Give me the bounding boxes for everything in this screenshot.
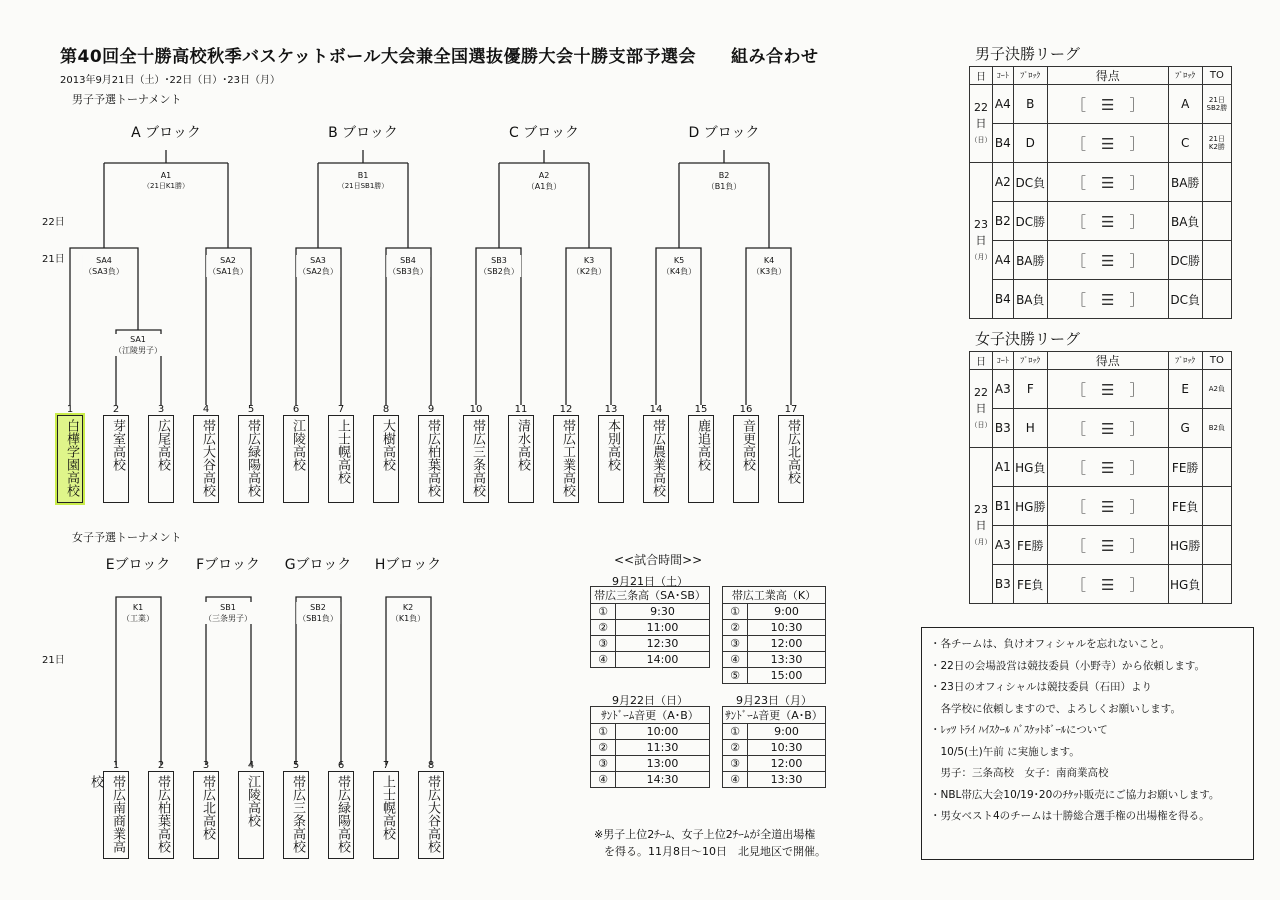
match-node-sb4: SB4 （SB3負） — [388, 256, 428, 276]
team-box: 芽室高校 — [103, 415, 129, 503]
team-box: 帯広三条高校 — [463, 415, 489, 503]
team-box: 上士幌高校 — [328, 415, 354, 503]
start-time: 11:00 — [616, 620, 710, 636]
court-cell: A1 — [992, 448, 1013, 487]
header-to: TO — [1202, 67, 1231, 85]
team-box: 本別高校 — [598, 415, 624, 503]
league-row — [970, 565, 1232, 604]
court-cell: A4 — [992, 241, 1013, 280]
match-node-k3: K3 （K2負） — [571, 256, 607, 276]
header-block2: ﾌﾞﾛｯｸ — [1168, 352, 1202, 370]
schedule-day2-table — [590, 706, 710, 788]
round-number: ⑤ — [723, 668, 748, 684]
start-time: 9:00 — [748, 604, 826, 620]
match-node-sa1: SA1 （江陵男子） — [114, 335, 162, 355]
score-cell: ［ ☰ ］ — [1047, 370, 1168, 409]
day-unit: 日 — [975, 116, 987, 130]
score-cell: ［ ☰ ］ — [1047, 85, 1168, 124]
team-number: 3 — [202, 760, 210, 771]
day3-caption: 9月23日（月） — [736, 694, 812, 707]
block-h-label: Hブロック — [374, 557, 442, 573]
table-officials-cell — [1202, 565, 1231, 604]
league-header-row — [970, 352, 1232, 370]
boys-league-title: 男子決勝リーグ — [975, 45, 1081, 63]
round-number: ④ — [723, 772, 748, 788]
team-number: 13 — [604, 404, 618, 415]
round-number: ① — [723, 724, 748, 740]
round-number: ③ — [591, 756, 616, 772]
table-officials-cell — [1202, 448, 1231, 487]
team-number: 14 — [649, 404, 663, 415]
schedule-sa-sb-table — [590, 586, 710, 668]
league-row — [970, 163, 1232, 202]
team-number: 4 — [247, 760, 255, 771]
note-line: ・22日の会場設営は競技委員（小野寺）から依頼します。 — [930, 659, 1206, 672]
girls-league-table — [969, 351, 1232, 604]
day-unit: 日 — [975, 518, 987, 532]
match-node-sb3: SB3 （SB2負） — [479, 256, 519, 276]
court-cell: A4 — [992, 85, 1013, 124]
block-cell: FE勝 — [1013, 526, 1047, 565]
match-node-b1: B1 （21日SB1勝） — [337, 171, 389, 190]
block-cell: BA負 — [1013, 280, 1047, 319]
start-time: 13:30 — [748, 772, 826, 788]
day-weekday: （月） — [970, 537, 992, 546]
header-day: 日 — [970, 352, 993, 370]
league-row — [970, 85, 1232, 124]
block-cell: DC勝 — [1013, 202, 1047, 241]
schedule-row — [591, 724, 710, 740]
team-box: 帯広南商業高校 — [103, 771, 129, 859]
start-time: 13:30 — [748, 652, 826, 668]
score-cell: ［ ☰ ］ — [1047, 280, 1168, 319]
day-number: 22 — [973, 100, 988, 114]
day1-caption: 9月21日（土） — [612, 575, 688, 588]
team-number: 6 — [337, 760, 345, 771]
match-node-k5: K5 （K4負） — [661, 256, 697, 276]
opponent-block-cell: HG勝 — [1168, 526, 1202, 565]
team-number: 1 — [112, 760, 120, 771]
schedule-row — [723, 604, 826, 620]
team-box: 江陵高校 — [283, 415, 309, 503]
schedule-k-table — [722, 586, 826, 684]
start-time: 15:00 — [748, 668, 826, 684]
court-cell: B3 — [992, 409, 1013, 448]
start-time: 13:00 — [616, 756, 710, 772]
score-cell: ［ ☰ ］ — [1047, 409, 1168, 448]
court-cell: B4 — [992, 280, 1013, 319]
block-cell: B — [1013, 85, 1047, 124]
start-time: 9:00 — [748, 724, 826, 740]
team-number: 7 — [337, 404, 345, 415]
court-cell: A3 — [992, 370, 1013, 409]
table-officials-cell — [1202, 124, 1231, 163]
round-number: ① — [723, 604, 748, 620]
match-node-sb1: SB1 （三条男子） — [204, 603, 252, 623]
block-cell: D — [1013, 124, 1047, 163]
schedule-row — [591, 740, 710, 756]
header-score: 得点 — [1047, 67, 1168, 85]
opponent-block-cell: HG負 — [1168, 565, 1202, 604]
score-cell: ［ ☰ ］ — [1047, 448, 1168, 487]
schedule-row — [723, 668, 826, 684]
team-box: 上士幌高校 — [373, 771, 399, 859]
team-box: 帯広北高校 — [193, 771, 219, 859]
start-time: 10:00 — [616, 724, 710, 740]
team-box: 帯広北高校 — [778, 415, 804, 503]
match-node-sa2: SA2 （SA1負） — [208, 256, 248, 276]
schedule-row — [723, 772, 826, 788]
table-officials-cell — [1202, 85, 1231, 124]
match-node-sa3: SA3 （SA2負） — [298, 256, 338, 276]
table-officials-cell — [1202, 280, 1231, 319]
team-box: 江陵高校 — [238, 771, 264, 859]
block-b-label: B ブロック — [328, 125, 398, 141]
schedule-row — [723, 620, 826, 636]
note-line: 男子：三条高校 女子：南商業高校 — [930, 767, 1109, 779]
round-number: ④ — [591, 772, 616, 788]
opponent-block-cell: G — [1168, 409, 1202, 448]
schedule-row — [723, 756, 826, 772]
team-number: 2 — [112, 404, 120, 415]
court-cell: B1 — [992, 487, 1013, 526]
header-score: 得点 — [1047, 352, 1168, 370]
day-unit: 日 — [975, 233, 987, 247]
round-number: ② — [723, 740, 748, 756]
footnote-line2: を得る。11月8日～10日 北見地区で開催。 — [604, 845, 826, 858]
schedule-row — [723, 724, 826, 740]
block-a-label: A ブロック — [131, 125, 201, 141]
league-row — [970, 526, 1232, 565]
day-number: 23 — [973, 217, 988, 231]
to-line1: 21日 — [1208, 96, 1225, 104]
schedule-row — [723, 652, 826, 668]
team-box: 鹿追高校 — [688, 415, 714, 503]
team-number: 2 — [157, 760, 165, 771]
block-cell: DC負 — [1013, 163, 1047, 202]
header-day: 日 — [970, 67, 993, 85]
start-time: 14:00 — [616, 652, 710, 668]
note-line: ・男女ベスト4のチームは十勝総合選手権の出場権を得る。 — [930, 810, 1210, 822]
sa-sb-header: 帯広三条高（SA･SB） — [591, 587, 710, 604]
block-cell: HG勝 — [1013, 487, 1047, 526]
schedule-row — [591, 772, 710, 788]
table-officials-cell — [1202, 526, 1231, 565]
team-number: 3 — [157, 404, 165, 415]
block-cell: FE負 — [1013, 565, 1047, 604]
to-line1: A2負 — [1208, 385, 1225, 393]
team-number: 16 — [739, 404, 753, 415]
start-time: 12:00 — [748, 756, 826, 772]
k-header: 帯広工業高（K） — [723, 587, 826, 604]
league-row — [970, 241, 1232, 280]
day2-caption: 9月22日（日） — [612, 694, 688, 707]
to-line1: 21日 — [1208, 135, 1225, 143]
opponent-block-cell: DC負 — [1168, 280, 1202, 319]
league-row — [970, 280, 1232, 319]
team-box: 帯広大谷高校 — [418, 771, 444, 859]
note-line: ・各チームは、負けオフィシャルを忘れないこと。 — [930, 638, 1171, 650]
note-line: ・NBL帯広大会10/19･20のﾁｹｯﾄ販売にご協力お願いします。 — [930, 788, 1220, 801]
team-box: 大樹高校 — [373, 415, 399, 503]
block-cell: H — [1013, 409, 1047, 448]
match-day-cell — [970, 163, 993, 319]
team-number: 15 — [694, 404, 708, 415]
schedule-row — [591, 636, 710, 652]
score-cell: ［ ☰ ］ — [1047, 163, 1168, 202]
note-line: ・23日のオフィシャルは競技委員（石田）より — [930, 681, 1152, 693]
start-time: 9:30 — [616, 604, 710, 620]
boys-league-table — [969, 66, 1232, 319]
round-number: ① — [591, 604, 616, 620]
round-number: ② — [723, 620, 748, 636]
league-row — [970, 370, 1232, 409]
league-row — [970, 487, 1232, 526]
day-weekday: （日） — [970, 420, 992, 429]
team-box: 音更高校 — [733, 415, 759, 503]
round-number: ④ — [591, 652, 616, 668]
court-cell: A2 — [992, 163, 1013, 202]
schedule-row — [591, 652, 710, 668]
team-number: 5 — [292, 760, 300, 771]
team-box: 帯広農業高校 — [643, 415, 669, 503]
boys-day22-label: 22日 — [42, 217, 65, 228]
opponent-block-cell: E — [1168, 370, 1202, 409]
team-box: 広尾高校 — [148, 415, 174, 503]
table-officials-cell — [1202, 409, 1231, 448]
schedule-day3-table — [722, 706, 826, 788]
score-cell: ［ ☰ ］ — [1047, 124, 1168, 163]
match-node-a1: A1 （21日K1勝） — [143, 171, 189, 190]
team-box: 清水高校 — [508, 415, 534, 503]
league-row — [970, 448, 1232, 487]
round-number: ① — [591, 724, 616, 740]
to-line2: SB2勝 — [1206, 104, 1228, 112]
start-time: 10:30 — [748, 740, 826, 756]
start-time: 12:00 — [748, 636, 826, 652]
day-weekday: （月） — [970, 252, 992, 261]
team-number: 8 — [382, 404, 390, 415]
table-officials-cell — [1202, 370, 1231, 409]
league-row — [970, 409, 1232, 448]
schedule-row — [723, 636, 826, 652]
match-node-k4: K4 （K3負） — [751, 256, 787, 276]
match-node-sb2: SB2 （SB1負） — [298, 603, 338, 623]
block-f-label: Fブロック — [196, 557, 260, 573]
schedule-row — [591, 604, 710, 620]
block-cell: BA勝 — [1013, 241, 1047, 280]
team-box: 帯広大谷高校 — [193, 415, 219, 503]
league-row — [970, 124, 1232, 163]
team-box: 帯広柏葉高校 — [148, 771, 174, 859]
table-officials-cell — [1202, 202, 1231, 241]
opponent-block-cell: BA勝 — [1168, 163, 1202, 202]
team-box: 帯広工業高校 — [553, 415, 579, 503]
team-number: 17 — [784, 404, 798, 415]
team-box: 白樺学園高校 — [57, 415, 83, 503]
header-block: ﾌﾞﾛｯｸ — [1013, 67, 1047, 85]
girls-day21-label: 21日 — [42, 655, 65, 666]
team-box: 帯広緑陽高校 — [328, 771, 354, 859]
match-day-cell — [970, 85, 993, 163]
start-time: 10:30 — [748, 620, 826, 636]
table-officials-cell — [1202, 163, 1231, 202]
block-d-label: D ブロック — [688, 125, 760, 141]
court-cell: B4 — [992, 124, 1013, 163]
round-number: ③ — [723, 756, 748, 772]
day-weekday: （日） — [970, 135, 992, 144]
round-number: ③ — [591, 636, 616, 652]
boys-section-label: 男子予選トーナメント — [72, 93, 182, 106]
day-number: 23 — [973, 502, 988, 516]
start-time: 12:30 — [616, 636, 710, 652]
to-line1: B2負 — [1208, 424, 1225, 432]
team-number: 7 — [382, 760, 390, 771]
team-box: 帯広柏葉高校 — [418, 415, 444, 503]
schedule-row — [591, 756, 710, 772]
team-number: 11 — [514, 404, 528, 415]
girls-section-label: 女子予選トーナメント — [72, 531, 182, 544]
page-title: 第40回全十勝高校秋季バスケットボール大会兼全国選抜優勝大会十勝支部予選会 組み合わせ — [60, 47, 819, 67]
court-cell: A3 — [992, 526, 1013, 565]
day2-header: ｻﾝﾄﾞｰﾑ音更（A･B） — [591, 707, 710, 724]
block-c-label: C ブロック — [509, 125, 579, 141]
table-officials-cell — [1202, 487, 1231, 526]
boys-day21-label: 21日 — [42, 254, 65, 265]
opponent-block-cell: DC勝 — [1168, 241, 1202, 280]
league-header-row — [970, 67, 1232, 85]
opponent-block-cell: FE負 — [1168, 487, 1202, 526]
round-number: ② — [591, 620, 616, 636]
header-court: ｺｰﾄ — [992, 352, 1013, 370]
header-court: ｺｰﾄ — [992, 67, 1013, 85]
court-cell: B2 — [992, 202, 1013, 241]
match-node-k2: K2 （K1負） — [390, 603, 426, 623]
score-cell: ［ ☰ ］ — [1047, 526, 1168, 565]
round-number: ③ — [723, 636, 748, 652]
match-day-cell — [970, 370, 993, 448]
start-time: 14:30 — [616, 772, 710, 788]
match-node-b2: B2 （B1負） — [706, 171, 742, 191]
round-number: ② — [591, 740, 616, 756]
opponent-block-cell: C — [1168, 124, 1202, 163]
block-e-label: Eブロック — [105, 557, 171, 573]
team-number: 9 — [427, 404, 435, 415]
score-cell: ［ ☰ ］ — [1047, 202, 1168, 241]
schedule-title: <<試合時間>> — [614, 553, 703, 567]
round-number: ④ — [723, 652, 748, 668]
girls-league-title: 女子決勝リーグ — [975, 330, 1081, 348]
note-line: ・ﾚｯﾂ ﾄﾗｲ ﾊｲｽｸｰﾙ ﾊﾞｽｹｯﾄﾎﾞｰﾙについて — [930, 724, 1108, 736]
match-day-cell — [970, 448, 993, 604]
table-officials-cell — [1202, 241, 1231, 280]
notes-box — [921, 627, 1254, 860]
team-number: 5 — [247, 404, 255, 415]
match-node-a2: A2 （A1負） — [526, 171, 562, 191]
opponent-block-cell: A — [1168, 85, 1202, 124]
league-row — [970, 202, 1232, 241]
team-number: 8 — [427, 760, 435, 771]
note-line: 10/5(土)午前 に実施します。 — [930, 745, 1080, 758]
note-line: 各学校に依頼しますので、よろしくお願いします。 — [930, 702, 1181, 715]
day3-header: ｻﾝﾄﾞｰﾑ音更（A･B） — [723, 707, 826, 724]
event-date: 2013年9月21日（土）･22日（日）･23日（月） — [60, 75, 280, 86]
team-number: 1 — [66, 404, 74, 415]
match-node-sa4: SA4 （SA3負） — [84, 256, 124, 276]
girls-bracket-lines — [116, 597, 431, 765]
team-box: 帯広三条高校 — [283, 771, 309, 859]
team-number: 4 — [202, 404, 210, 415]
header-to: TO — [1202, 352, 1231, 370]
court-cell: B3 — [992, 565, 1013, 604]
score-cell: ［ ☰ ］ — [1047, 565, 1168, 604]
score-cell: ［ ☰ ］ — [1047, 487, 1168, 526]
block-g-label: Gブロック — [284, 557, 352, 573]
team-box: 帯広緑陽高校 — [238, 415, 264, 503]
opponent-block-cell: FE勝 — [1168, 448, 1202, 487]
team-number: 6 — [292, 404, 300, 415]
block-cell: F — [1013, 370, 1047, 409]
day-number: 22 — [973, 385, 988, 399]
score-cell: ［ ☰ ］ — [1047, 241, 1168, 280]
schedule-row — [591, 620, 710, 636]
start-time: 11:30 — [616, 740, 710, 756]
day-unit: 日 — [975, 401, 987, 415]
team-number: 12 — [559, 404, 573, 415]
schedule-row — [723, 740, 826, 756]
team-number: 10 — [469, 404, 483, 415]
footnote-line1: ※男子上位2ﾁｰﾑ、女子上位2ﾁｰﾑが全道出場権 — [594, 828, 816, 841]
opponent-block-cell: BA負 — [1168, 202, 1202, 241]
block-cell: HG負 — [1013, 448, 1047, 487]
header-block: ﾌﾞﾛｯｸ — [1013, 352, 1047, 370]
match-node-k1: K1 （工業） — [122, 603, 154, 623]
to-line2: K2勝 — [1208, 143, 1225, 151]
header-block2: ﾌﾞﾛｯｸ — [1168, 67, 1202, 85]
